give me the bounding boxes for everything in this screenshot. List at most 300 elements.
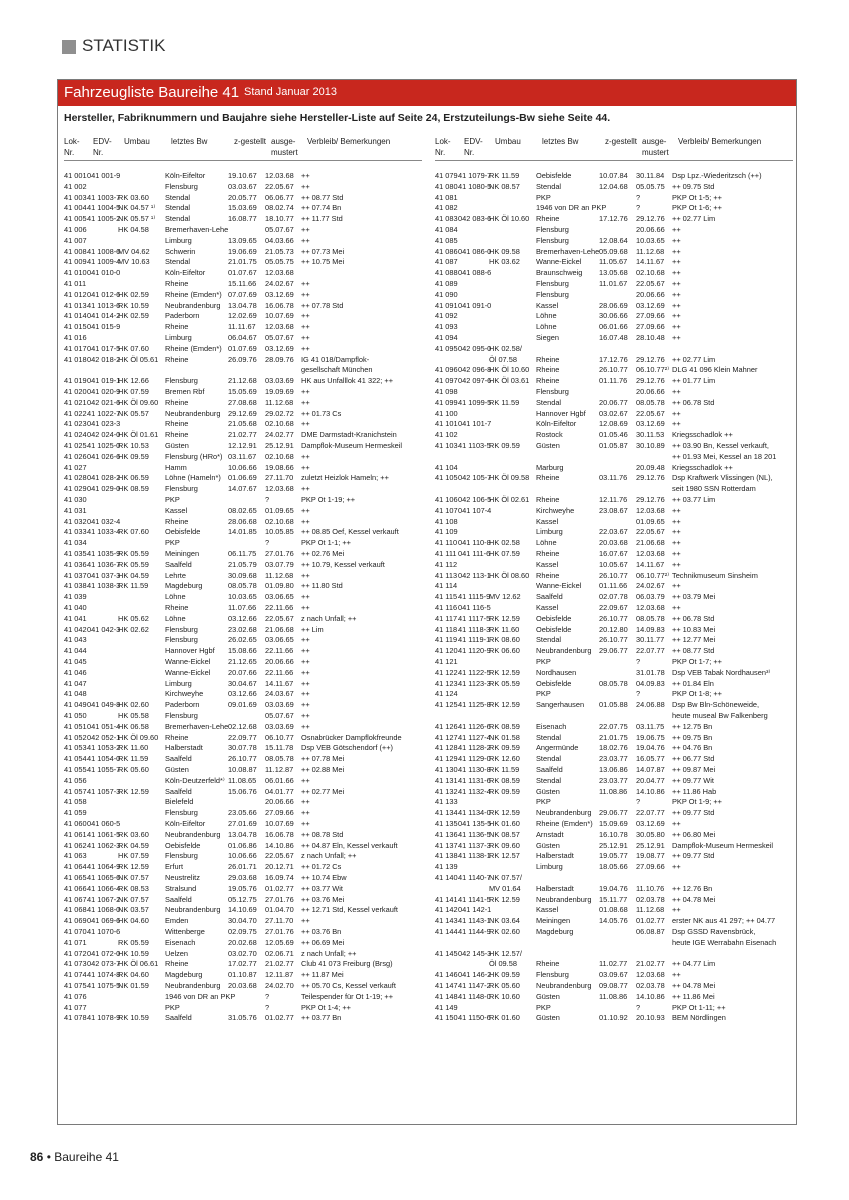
header-nr-left: Lok- Nr. (64, 137, 80, 157)
cell-letztes-bw: Meiningen (165, 549, 200, 558)
table-row (435, 517, 793, 527)
cell-ausgemustert: 28.10.48 (636, 333, 665, 342)
table-row (64, 938, 422, 948)
cell-verbleib: ++ 09.77 Std (672, 808, 715, 818)
cell-z-gestellt: 25.12.91 (599, 840, 628, 850)
cell-z-gestellt: 26.10.77 (599, 570, 628, 580)
cell-ausgemustert: 22.05.67 (265, 181, 294, 191)
table-row (435, 171, 793, 181)
cell-verbleib: PKP Ot 1-4; ++ (301, 1002, 351, 1012)
cell-letztes-bw: Güsten (536, 991, 560, 1001)
cell-lok-nr: 41 131 (435, 775, 458, 785)
cell-verbleib: ++ 08.78 Std (301, 829, 344, 839)
cell-verbleib: ++ 09.87 Mei (672, 765, 716, 774)
cell-umbau: RK 03.60 (118, 192, 149, 202)
cell-umbau: NK 03.57 (118, 905, 149, 915)
cell-letztes-bw: Neubrandenburg (536, 894, 592, 904)
cell-z-gestellt: 20.02.68 (228, 937, 257, 947)
table-row (64, 711, 422, 721)
cell-letztes-bw: Hamm (165, 462, 187, 472)
table-row (64, 873, 422, 883)
cell-ausgemustert: 08.05.78 (636, 397, 665, 407)
cell-ausgemustert: 10.05.85 (265, 527, 294, 537)
cell-letztes-bw: 1946 von DR an PKP (536, 203, 607, 213)
cell-lok-nr: 41 054 (64, 754, 87, 764)
cell-edv-nr: 41 1150-6 (458, 1013, 491, 1023)
table-row (64, 862, 422, 872)
cell-verbleib: ++ (301, 678, 310, 688)
table-row (435, 538, 793, 548)
table-row (64, 808, 422, 818)
table-row (64, 214, 422, 224)
cell-verbleib: ++ (301, 700, 310, 710)
cell-edv-nr: 41 1132-4 (458, 786, 491, 796)
table-row (64, 182, 422, 192)
cell-lok-nr: 41 051 (64, 721, 87, 731)
cell-ausgemustert: 21.02.77 (636, 959, 665, 969)
cell-umbau: RK 09.60 (489, 840, 520, 850)
cell-umbau: HK Öl 10.60 (489, 214, 530, 224)
cell-edv-nr: 41 1074-8 (87, 970, 121, 980)
cell-ausgemustert: ? (265, 538, 270, 548)
table-row (435, 1013, 793, 1023)
cell-verbleib: Osnabrücker Dampflokfreunde (301, 732, 402, 742)
cell-verbleib: DME Darmstadt-Kranichstein (301, 430, 397, 440)
table-row (64, 311, 422, 321)
cell-umbau: RK 12.60 (489, 754, 520, 764)
cell-ausgemustert: 08.05.78 (265, 754, 294, 764)
table-row (64, 463, 422, 473)
cell-verbleib: ++ 03.77 Lim (672, 495, 716, 504)
cell-ausgemustert: 01.09.65 (265, 505, 294, 515)
cell-letztes-bw: Löhne (536, 311, 557, 321)
cell-verbleib: ++ (672, 549, 681, 558)
cell-lok-nr: 41 053 (64, 743, 87, 753)
cell-ausgemustert: 30.05.80 (636, 829, 665, 839)
cell-letztes-bw: Paderborn (165, 311, 200, 321)
cell-letztes-bw: PKP (536, 1002, 551, 1012)
cell-lok-nr: 41 101 (435, 419, 458, 429)
cell-letztes-bw: Stendal (536, 181, 562, 191)
header-aus-left: ausge- mustert (271, 137, 298, 157)
table-row (64, 355, 422, 365)
cell-edv-nr: 41 1004-5 (87, 203, 121, 213)
cell-verbleib: ++ (301, 311, 310, 321)
cell-umbau: HK Öl 05.61 (118, 354, 159, 364)
cell-edv-nr: 042 113-1 (458, 570, 491, 580)
cell-verbleib: ++ (301, 667, 310, 677)
cell-lok-nr: 41 103 (435, 441, 458, 450)
cell-letztes-bw: Rheine (165, 279, 189, 288)
cell-lok-nr: 41 080 (435, 181, 458, 191)
cell-umbau: HK 02.58 (489, 538, 520, 548)
header-edv-left: EDV- Nr. (93, 137, 112, 157)
cell-lok-nr: 41 129 (435, 754, 458, 764)
cell-letztes-bw: Meiningen (536, 916, 571, 926)
cell-umbau: RK 05.59 (118, 549, 149, 558)
table-row (64, 668, 422, 678)
cell-z-gestellt: 21.05.79 (228, 559, 257, 569)
cell-letztes-bw: Hannover Hgbf (165, 646, 215, 656)
cell-verbleib: ++ (301, 505, 310, 515)
cell-z-gestellt: 06.01.66 (599, 322, 628, 332)
cell-verbleib: ++ 03.79 Mei (672, 592, 716, 602)
cell-letztes-bw: Flensburg (165, 711, 198, 720)
cell-verbleib: Dsp VEB Götschendorf (++) (301, 743, 394, 753)
cell-letztes-bw: Limburg (165, 333, 192, 342)
cell-letztes-bw: Flensburg (536, 225, 569, 234)
cell-edv-nr: 041 146-2 (458, 970, 492, 980)
cell-letztes-bw: Stendal (536, 397, 562, 407)
cell-verbleib: ++ (301, 516, 310, 526)
cell-letztes-bw: Neubrandenburg (536, 646, 592, 656)
cell-z-gestellt: 11.08.65 (228, 775, 257, 785)
cell-letztes-bw: Halberstadt (536, 883, 574, 893)
cell-letztes-bw: Nordhausen (536, 667, 577, 677)
cell-z-gestellt: 10.06.66 (228, 851, 257, 861)
cell-umbau: HK 08.59 (118, 484, 149, 494)
cell-umbau: HK Öl 08.60 (489, 570, 530, 580)
cell-lok-nr: 41 104 (435, 462, 458, 472)
cell-umbau: MV 04.62 (118, 246, 150, 256)
cell-edv-nr: 41 1067-2 (87, 894, 121, 904)
cell-verbleib: PKP Ot 1-6; ++ (672, 203, 722, 213)
table-row (64, 614, 422, 624)
cell-edv-nr: 41 1147-2 (458, 981, 491, 990)
cell-verbleib: ++ 11.86 Hab (672, 786, 717, 796)
cell-verbleib: heute IGE Werrabahn Eisenach (672, 937, 777, 947)
section-label: STATISTIK (82, 36, 166, 55)
cell-z-gestellt: 16.07.48 (599, 333, 628, 342)
table-row (64, 970, 422, 980)
cell-edv-nr: 41 1070-6 (87, 927, 121, 936)
cell-letztes-bw: Flensburg (165, 484, 198, 494)
cell-letztes-bw: Flensburg (165, 635, 198, 645)
cell-lok-nr: 41 019 (64, 376, 87, 386)
table-row (64, 171, 422, 181)
cell-lok-nr: 41 001 (64, 171, 87, 180)
cell-z-gestellt: 19.05.77 (599, 851, 628, 861)
cell-verbleib: ++ 11.77 Std (301, 214, 343, 224)
cell-letztes-bw: Flensburg (536, 235, 569, 245)
header-vb-right: Verbleib/ Bemerkungen (678, 137, 762, 146)
cell-umbau: NK 04.57 ¹⁾ (118, 203, 156, 213)
cell-edv-nr: 041 032-4 (87, 516, 121, 526)
cell-ausgemustert: 12.05.69 (265, 937, 294, 947)
cell-lok-nr: 41 105 (435, 473, 458, 483)
cell-z-gestellt: 15.11.77 (599, 894, 628, 904)
cell-lok-nr: 41 025 (64, 441, 87, 450)
cell-z-gestellt: 05.12.75 (228, 894, 257, 904)
cell-lok-nr: 41 072 (64, 948, 87, 958)
cell-letztes-bw: Stendal (165, 203, 191, 213)
table-row (435, 679, 793, 689)
cell-verbleib: ++ 11.86 Mei (672, 991, 715, 1001)
cell-letztes-bw: Bremerhaven-Lehe (165, 721, 229, 731)
cell-ausgemustert: 27.09.66 (636, 311, 665, 321)
cell-letztes-bw: Eisenach (536, 721, 567, 731)
cell-z-gestellt: 14.05.76 (599, 916, 628, 926)
header-zg-left: z-gestellt (234, 137, 267, 146)
cell-edv-nr: 042 052-1 (87, 732, 121, 742)
cell-letztes-bw: Köln-Deutzerfeld*⁾ (165, 775, 225, 785)
cell-letztes-bw: PKP (536, 192, 551, 202)
table-row (435, 495, 793, 505)
cell-ausgemustert: 16.05.77 (636, 754, 665, 764)
cell-ausgemustert: ? (636, 689, 641, 699)
cell-verbleib: ++ 02.77 Mei (301, 786, 345, 796)
table-row (64, 689, 422, 699)
table-row (64, 581, 422, 591)
cell-umbau: RK 10.59 (118, 1013, 149, 1023)
cell-umbau: RK 06.60 (489, 646, 520, 656)
table-row (435, 257, 793, 267)
cell-lok-nr: 41 067 (64, 894, 87, 904)
cell-edv-nr: 41 1025-0 (87, 441, 121, 450)
cell-lok-nr: 41 109 (435, 527, 458, 537)
table-row (435, 787, 793, 797)
cell-letztes-bw: Flensburg (536, 970, 569, 980)
cell-umbau: RK 09.59 (489, 743, 520, 753)
cell-z-gestellt: 16.07.67 (599, 549, 628, 558)
cell-lok-nr: 41 083 (435, 214, 458, 224)
table-row (64, 765, 422, 775)
cell-letztes-bw: Neubrandenburg (536, 808, 592, 818)
cell-lok-nr: 41 028 (64, 473, 87, 483)
cell-letztes-bw: Neubrandenburg (165, 905, 221, 915)
table-row (64, 851, 422, 861)
cell-letztes-bw: Flensburg (165, 376, 198, 386)
cell-letztes-bw: Uelzen (165, 948, 189, 958)
cell-z-gestellt: 08.02.65 (228, 505, 257, 515)
cell-lok-nr: 41 070 (64, 927, 87, 936)
cell-edv-nr: 041 049-8 (87, 700, 121, 710)
cell-lok-nr: 41 045 (64, 657, 87, 666)
cell-letztes-bw: 1946 von DR an PKP (165, 991, 236, 1001)
cell-edv-nr: 41 1143-1 (458, 916, 491, 926)
table-row (435, 949, 793, 959)
cell-z-gestellt: 20.12.80 (599, 624, 628, 634)
cell-edv-nr: 041 012-6 (87, 289, 121, 299)
cell-letztes-bw: Rheine (536, 365, 560, 375)
cell-z-gestellt: 09.08.77 (599, 981, 628, 990)
cell-ausgemustert: 30.11.84 (636, 171, 665, 180)
cell-letztes-bw: Köln-Eifeltor (165, 171, 206, 180)
cell-ausgemustert: 11.12.68 (265, 397, 294, 407)
cell-z-gestellt: 15.05.69 (228, 387, 257, 396)
cell-ausgemustert: 03.06.65 (265, 592, 294, 602)
cell-letztes-bw: Oebisfelde (536, 624, 572, 634)
cell-umbau: HK 12.66 (118, 376, 149, 386)
cell-lok-nr: 41 031 (64, 505, 87, 515)
cell-ausgemustert: 20.09.48 (636, 462, 665, 472)
cell-z-gestellt: 31.05.76 (228, 1013, 257, 1023)
table-row (435, 376, 793, 386)
cell-lok-nr: 41 061 (64, 829, 87, 839)
cell-ausgemustert: 24.02.67 (265, 279, 294, 288)
cell-lok-nr: 41 024 (64, 430, 87, 440)
cell-verbleib: ++ 04.77 Lim (672, 959, 716, 969)
cell-z-gestellt: 12.08.64 (599, 235, 628, 245)
cell-lok-nr: 41 082 (435, 203, 458, 213)
cell-z-gestellt: 07.07.69 (228, 289, 257, 299)
cell-edv-nr: 041 015-9 (87, 322, 121, 332)
cell-edv-nr: 041 088-6 (458, 268, 492, 278)
cell-letztes-bw: Güsten (536, 441, 560, 450)
cell-umbau: HK 03.62 (489, 257, 520, 267)
cell-lok-nr: 41 100 (435, 408, 458, 418)
cell-lok-nr: 41 044 (64, 646, 87, 656)
cell-lok-nr: 41 126 (435, 721, 458, 731)
cell-letztes-bw: Magdeburg (165, 970, 203, 980)
cell-letztes-bw: Güsten (536, 1013, 560, 1023)
list-stand-date: Stand Januar 2013 (244, 86, 337, 98)
cell-edv-nr: 41 1123-3 (458, 678, 491, 688)
cell-z-gestellt: 22.03.67 (599, 527, 628, 537)
cell-verbleib: ++ (301, 635, 310, 645)
cell-ausgemustert: 03.12.69 (636, 819, 665, 828)
cell-ausgemustert: 14.10.86 (636, 991, 665, 1001)
cell-z-gestellt: 08.05.78 (599, 678, 628, 688)
cell-letztes-bw: Neubrandenburg (165, 408, 221, 418)
cell-z-gestellt: 03.03.67 (228, 181, 257, 191)
cell-lok-nr: 41 086 (435, 246, 458, 256)
cell-letztes-bw: Rheine (Emden*) (536, 819, 593, 828)
cell-z-gestellt: 10.03.65 (228, 592, 257, 602)
cell-umbau: RK 08.60 (489, 635, 520, 645)
cell-letztes-bw: Oebisfelde (536, 678, 572, 688)
cell-umbau: RK 01.60 (489, 1013, 520, 1023)
cell-lok-nr: 41 009 (64, 257, 87, 267)
table-row (64, 322, 422, 332)
cell-z-gestellt: 28.06.68 (228, 516, 257, 526)
cell-verbleib: ++ (672, 268, 681, 278)
cell-umbau: RK 11.59 (489, 171, 520, 180)
cell-verbleib: ++ (301, 279, 310, 288)
cell-z-gestellt: 12.12.91 (228, 441, 257, 450)
cell-ausgemustert: 29.12.76 (636, 473, 665, 483)
cell-letztes-bw: Neubrandenburg (165, 829, 221, 839)
cell-verbleib: ++ 06.78 Std (672, 613, 715, 623)
cell-lok-nr: 41 130 (435, 765, 458, 774)
table-row (64, 700, 422, 710)
cell-letztes-bw: Rheine (536, 214, 560, 224)
cell-letztes-bw: Flensburg (536, 289, 569, 299)
cell-umbau: HK Öl 02.61 (489, 495, 530, 504)
table-row (64, 549, 422, 559)
cell-edv-nr: 41 1144-9 (458, 927, 491, 936)
cell-edv-nr: 41 1057-3 (87, 786, 121, 796)
cell-verbleib: ++ 08.77 Std (672, 646, 715, 656)
table-row (435, 473, 793, 483)
cell-verbleib: ++ (301, 570, 310, 580)
cell-ausgemustert: 11.12.68 (265, 570, 294, 580)
cell-umbau: RK 12.59 (489, 808, 520, 818)
cell-z-gestellt: 01.06.86 (228, 840, 257, 850)
cell-umbau: RK 07.60 (118, 527, 149, 537)
table-row (435, 754, 793, 764)
cell-verbleib: ++ 06.80 Mei (672, 829, 716, 839)
cell-ausgemustert: 01.09.80 (265, 581, 294, 591)
cell-lok-nr: 41 017 (64, 343, 87, 353)
cell-umbau: RK 11.60 (118, 743, 149, 753)
cell-verbleib: HK aus Unfalllok 41 322; ++ (301, 376, 394, 386)
cell-z-gestellt: 10.06.66 (228, 462, 257, 472)
cell-z-gestellt: 17.12.76 (599, 214, 628, 224)
table-row (435, 290, 793, 300)
cell-lok-nr: 41 095 (435, 343, 458, 353)
cell-letztes-bw: PKP (536, 689, 551, 699)
cell-lok-nr: 41 027 (64, 462, 87, 472)
cell-z-gestellt: 20.03.68 (228, 981, 257, 990)
cell-edv-nr: 041 014-2 (87, 311, 121, 321)
cell-lok-nr: 41 043 (64, 635, 87, 645)
cell-letztes-bw: Wanne-Eickel (165, 667, 211, 677)
cell-verbleib: PKP Ot 1-19; ++ (301, 495, 356, 504)
cell-ausgemustert: 30.10.89 (636, 441, 665, 450)
table-row (64, 927, 422, 937)
cell-umbau: HK 07.59 (118, 387, 149, 396)
cell-letztes-bw: Saalfeld (165, 786, 192, 796)
cell-edv-nr: 41 1137-3 (458, 840, 491, 850)
cell-lok-nr: 41 015 (64, 322, 87, 332)
cell-z-gestellt: 21.02.77 (228, 430, 257, 440)
cell-lok-nr: 41 034 (64, 538, 87, 548)
cell-z-gestellt: 01.06.69 (228, 473, 257, 483)
cell-letztes-bw: Neubrandenburg (536, 981, 592, 990)
table-row (64, 592, 422, 602)
cell-umbau: HK 09.59 (118, 451, 149, 461)
table-row (64, 949, 422, 959)
cell-verbleib: ++ (672, 559, 681, 569)
cell-verbleib: ++ (301, 397, 310, 407)
cell-umbau: RK 05.59 (118, 937, 149, 947)
cell-letztes-bw: Marburg (536, 462, 564, 472)
table-row (435, 635, 793, 645)
cell-umbau: NK 03.64 (489, 916, 520, 926)
cell-letztes-bw: Limburg (536, 862, 563, 872)
cell-umbau: RK 12.59 (489, 700, 520, 710)
table-row (64, 830, 422, 840)
cell-verbleib: ++ 10.83 Mei (672, 624, 716, 634)
cell-ausgemustert: 06.08.87 (636, 927, 665, 936)
cell-ausgemustert: 24.03.67 (265, 689, 294, 699)
cell-umbau: HK 06.58 (118, 721, 149, 731)
cell-umbau: RK 08.59 (489, 775, 520, 785)
cell-ausgemustert: 22.05.67 (636, 527, 665, 537)
cell-lok-nr: 41 040 (64, 603, 87, 612)
cell-ausgemustert: 27.01.76 (265, 549, 294, 558)
cell-letztes-bw: Rheine (165, 397, 189, 407)
cell-lok-nr: 41 142 (435, 905, 458, 915)
table-row (435, 463, 793, 473)
cell-umbau: HK 01.60 (489, 819, 520, 828)
cell-edv-nr: 042 097-6 (458, 376, 492, 386)
cell-umbau: MV 01.64 (489, 883, 521, 893)
cell-ausgemustert: 19.08.66 (265, 462, 294, 472)
table-row (435, 214, 793, 224)
cell-z-gestellt: 21.05.68 (228, 419, 257, 429)
table-row (435, 819, 793, 829)
cell-verbleib: ++ (672, 819, 681, 828)
cell-edv-nr: 041 042-3 (87, 624, 121, 634)
cell-verbleib: ++ (301, 181, 310, 191)
cell-lok-nr: 41 064 (64, 862, 87, 872)
cell-ausgemustert: 14.11.67 (265, 678, 294, 688)
table-row (64, 1003, 422, 1013)
cell-ausgemustert: 12.03.68 (636, 505, 665, 515)
cell-lok-nr: 41 063 (64, 851, 87, 861)
